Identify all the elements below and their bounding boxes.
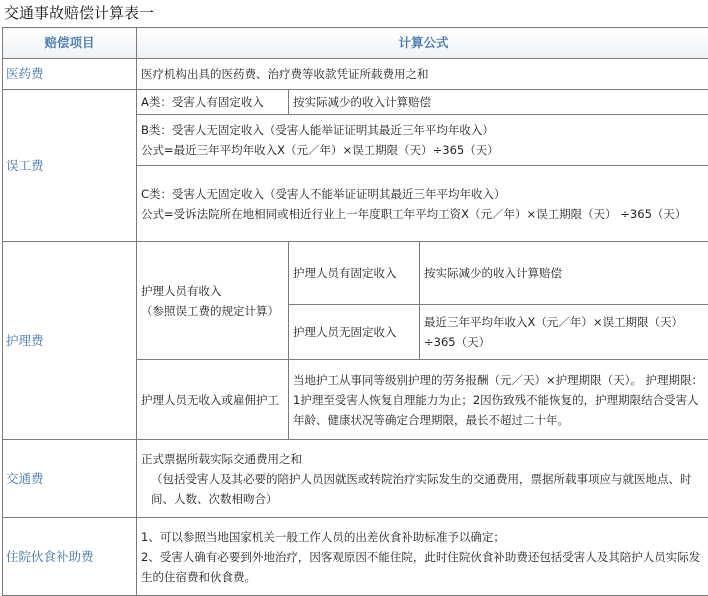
- transport-cell: [137, 440, 708, 518]
- header-item: 赔偿项目: [3, 28, 137, 59]
- lost-wages-b-cell: [137, 115, 708, 166]
- nursing-has-income-note: （参照误工费的规定计算）: [141, 301, 284, 321]
- nursing-fixed-income: 护理人员有固定收入: [289, 242, 420, 305]
- lost-wages-a-calc: 按实际减少的收入计算赔偿: [289, 90, 708, 115]
- nursing-has-income-cell: [137, 242, 289, 360]
- nursing-no-income-calc: 当地护工从事同等级别护理的劳务报酬（元／天）×护理期限（天）。 护理期限：1护理至受害人恢复自理能力为止；2因伤致残不能恢复的，护理期限结合受害人年龄、健康状况等确定合理期限，最长不超过二十年。: [289, 360, 708, 440]
- hospital-food-line1: 1、可以参照当地国家机关一般工作人员的出差伙食补助标准予以确定；: [141, 527, 706, 547]
- nursing-no-income: 护理人员无收入或雇佣护工: [137, 360, 289, 440]
- row-label-nursing: 护理费: [3, 242, 137, 440]
- nursing-no-fixed-income: 护理人员无固定收入: [289, 305, 420, 360]
- lost-wages-c-formula: 公式=受诉法院所在地相同或相近行业上一年度职工年平均工资X（元／年）×误工期限（天） ÷365（天）: [141, 204, 706, 224]
- lost-wages-b-type: B类：受害人无固定收入（受害人能举证证明其最近三年平均年收入）: [141, 120, 706, 140]
- table-row: [3, 440, 708, 518]
- header-row: [3, 28, 708, 59]
- compensation-table: [2, 27, 708, 596]
- row-label-medical: 医药费: [3, 59, 137, 90]
- header-formula: 计算公式: [137, 28, 708, 59]
- table-row: [3, 242, 708, 305]
- nursing-fixed-calc: 按实际减少的收入计算赔偿: [420, 242, 708, 305]
- medical-formula: 医疗机构出具的医药费、治疗费等收款凭证所载费用之和: [137, 59, 708, 90]
- row-label-transport: 交通费: [3, 440, 137, 518]
- transport-line1: 正式票据所载实际交通费用之和: [141, 449, 706, 469]
- lost-wages-a-type: A类：受害人有固定收入: [137, 90, 289, 115]
- row-label-hospital-food: 住院伙食补助费: [3, 518, 137, 596]
- lost-wages-b-formula: 公式=最近三年平均年收入X（元／年）×误工期限（天）÷365（天）: [141, 140, 706, 160]
- hospital-food-line2: 2、受害人确有必要到外地治疗，因客观原因不能住院，此时住院伙食补助费还包括受害人及其陪护人员实际发生的住宿费和伙食费。: [141, 547, 706, 587]
- table-row: [3, 90, 708, 115]
- nursing-no-fixed-calc: 最近三年平均年收入X（元／年）×误工期限（天）÷365（天）: [420, 305, 708, 360]
- lost-wages-c-cell: [137, 166, 708, 242]
- hospital-food-cell: [137, 518, 708, 596]
- nursing-has-income: 护理人员有收入: [141, 281, 284, 301]
- table-row: [3, 518, 708, 596]
- lost-wages-c-type: C类：受害人无固定收入（受害人不能举证证明其最近三年平均年收入）: [141, 184, 706, 204]
- page-title: 交通事故赔偿计算表一: [4, 0, 154, 26]
- table-row: [3, 59, 708, 90]
- row-label-lost-wages: 误工费: [3, 90, 137, 242]
- transport-line2: （包括受害人及其必要的陪护人员因就医或转院治疗实际发生的交通费用，票据所载事项应与就医地点、时间、人数、次数相吻合）: [141, 469, 706, 509]
